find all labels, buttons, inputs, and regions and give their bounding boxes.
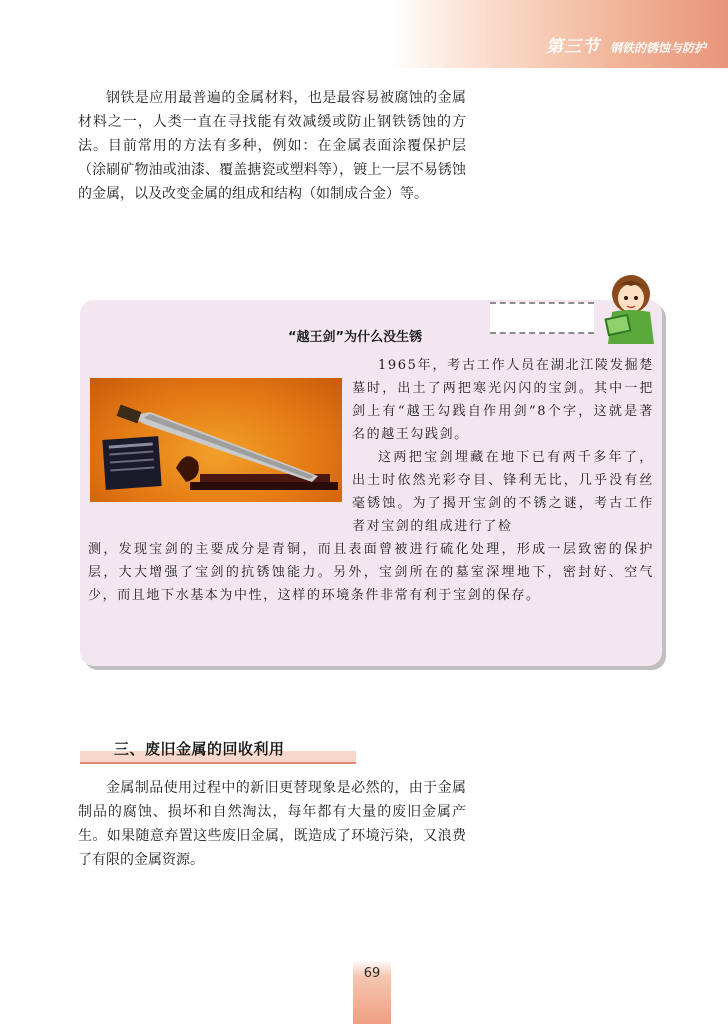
story-paragraph-1: 1965年，考古工作人员在湖北江陵发掘楚墓时，出土了两把寒光闪闪的宝剑。其中一把剑上有“越王勾践自作用剑”8个字，这就是著名的越王勾践剑。 [352, 358, 654, 442]
section-heading-text: 三、废旧金属的回收利用 [114, 740, 285, 758]
sword-illustration [90, 378, 342, 502]
story-paragraph-2-part2: 测，发现宝剑的主要成分是青铜，而且表面曾被进行硫化处理，形成一层致密的保护层，大大增强了宝剑的抗锈蚀能力。另外，宝剑所在的墓室深埋地下，密封好、空气少，而且地下水基本为中性，这样的环境条件非常有利于宝剑的保存。 [88, 542, 654, 603]
recycle-paragraph: 金属制品使用过程中的新旧更替现象是必然的，由于金属制品的腐蚀、损坏和自然淘汰，每年都有大量的废旧金属产生。如果随意弃置这些废旧金属，既造成了环境污染，又浪费了有限的金属资源。 [78, 780, 466, 868]
story-paragraph-2-part1: 这两把宝剑埋藏在地下已有两千多年了，出土时依然光彩夺目、锋利无比，几乎没有丝毫锈蚀。为了揭开宝剑的不锈之谜，考古工作者对宝剑的组成进行了检 [352, 450, 654, 534]
story-continuation [88, 538, 654, 607]
intro-paragraph: 钢铁是应用最普遍的金属材料，也是最容易被腐蚀的金属材料之一，人类一直在寻找能有效减缓或防止钢铁锈蚀的方法。目前常用的方法有多种，例如：在金属表面涂覆保护层（涂刷矿物油或油漆、覆盖搪瓷或塑料等），镀上一层不易锈蚀的金属，以及改变金属的组成和结构（如制成合金）等。 [78, 90, 466, 202]
reading-girl-icon [596, 272, 666, 344]
bronze-sword-photo [90, 378, 342, 502]
page-number: 69 [363, 966, 381, 981]
story-column [352, 354, 654, 538]
header-section-title: 钢铁的锈蚀与防护 [609, 41, 706, 55]
header-section-number: 第三节 [545, 37, 600, 57]
info-box-tab [490, 302, 594, 334]
section-heading [80, 738, 356, 764]
info-box-title: “越王剑”为什么没生锈 [288, 330, 423, 345]
running-header [546, 32, 706, 56]
